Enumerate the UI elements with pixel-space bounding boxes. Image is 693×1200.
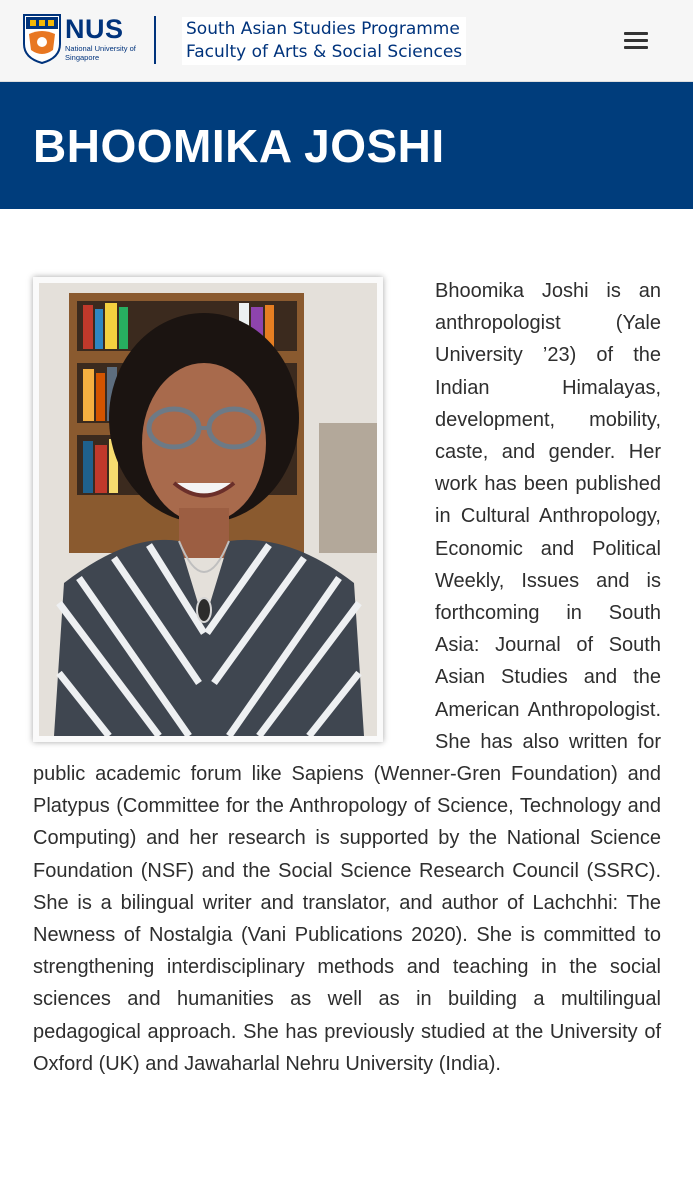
page-title-banner [0, 82, 693, 209]
profile-content [33, 275, 661, 1080]
site-header [0, 0, 693, 82]
page-title: BHOOMIKA JOSHI [33, 120, 445, 172]
programme-title[interactable] [182, 17, 466, 65]
nus-logo[interactable] [23, 14, 136, 66]
profile-photo [33, 277, 383, 742]
hamburger-menu-icon[interactable] [620, 26, 652, 54]
programme-line1: South Asian Studies Programme [186, 19, 460, 39]
header-divider [154, 16, 156, 64]
programme-line2: Faculty of Arts & Social Sciences [186, 42, 463, 62]
portrait-photo-icon [39, 283, 377, 736]
nus-subtitle: National University of Singapore [65, 44, 136, 62]
bio-text: Bhoomika Joshi is an anthropologist (Yale University ’23) of the Indian Himalayas, development, mobility, caste, and gender. Her work has been published in Cultural Anthropology, Economic and Political Weekly, Issues and is forthcoming in South Asia: Journal of South Asian Studies and the American Anthropologist. She has also written for public academic forum like Sapiens (Wenner-Gren Foundation) and Platypus (Committee for the Anthropology of Science, Technology and Computing) and her research is supported by the National Science Foundation (NSF) and the Social Science Research Council (SSRC). She is a bilingual writer and translator, and author of Lachchhi: The Newness of Nostalgia (Vani Publications 2020). She is committed to strengthening interdisciplinary methods and teaching in the social sciences and humanities as well as in building a multilingual pedagogical approach. She has previously studied at the University of Oxford (UK) and Jawaharlal Nehru University (India). [33, 280, 661, 1075]
nus-crest-icon [23, 14, 61, 64]
nus-wordmark: NUS [65, 14, 124, 44]
